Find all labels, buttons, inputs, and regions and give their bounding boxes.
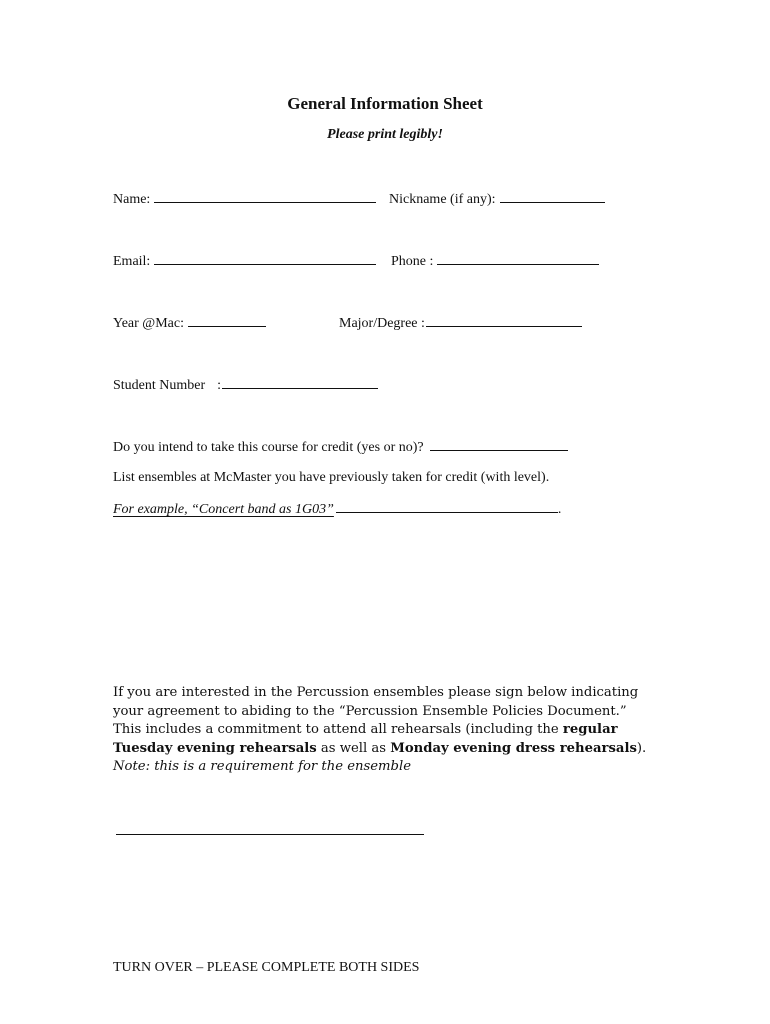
- name-row: [113, 190, 376, 209]
- name-label: Name:: [113, 192, 151, 207]
- student-number-row: [113, 376, 378, 395]
- nickname-label: Nickname (if any):: [389, 192, 496, 207]
- email-field[interactable]: [154, 252, 376, 265]
- footer-text: TURN OVER – PLEASE COMPLETE BOTH SIDES: [113, 960, 420, 975]
- example-period: .: [557, 502, 562, 517]
- signature-line[interactable]: [116, 834, 424, 835]
- phone-row: [391, 252, 599, 271]
- example-row: [113, 500, 561, 519]
- page-title: General Information Sheet: [287, 94, 483, 113]
- major-row: [339, 314, 582, 333]
- percussion-bold-1: regular Tuesday evening rehearsals: [113, 722, 618, 756]
- year-row: [113, 314, 266, 333]
- percussion-bold-2: Monday evening dress rehearsals: [390, 740, 637, 756]
- year-label: Year @Mac:: [113, 316, 184, 331]
- year-field[interactable]: [188, 314, 266, 327]
- page-subtitle: Please print legibly!: [327, 127, 443, 142]
- student-number-colon: :: [217, 378, 222, 393]
- nickname-field[interactable]: [500, 190, 605, 203]
- percussion-text-3: ).: [636, 740, 647, 756]
- email-row: [113, 252, 376, 271]
- phone-field[interactable]: [437, 252, 599, 265]
- percussion-text-1: If you are interested in the Percussion ensembles please sign below indicating your agreement to abiding to the “Percussion Ensemble Policies Document.” This includes a commitment to attend all rehearsals (including the: [113, 685, 639, 738]
- percussion-paragraph: [113, 684, 658, 777]
- credit-question: Do you intend to take this course for credit (yes or no)?: [113, 440, 424, 455]
- phone-label: Phone :: [391, 254, 434, 269]
- credit-row: [113, 438, 568, 457]
- name-field[interactable]: [154, 190, 376, 203]
- credit-field[interactable]: [430, 438, 568, 451]
- student-number-field[interactable]: [222, 376, 378, 389]
- percussion-note: Note: this is a requirement for the ensemble: [113, 759, 412, 775]
- nickname-row: [389, 190, 605, 209]
- email-label: Email:: [113, 254, 151, 269]
- major-field[interactable]: [426, 314, 582, 327]
- example-text: For example, “Concert band as 1G03”: [113, 502, 334, 517]
- ensembles-field[interactable]: [336, 500, 558, 513]
- student-number-label: Student Number: [113, 378, 206, 393]
- major-label: Major/Degree :: [339, 316, 425, 331]
- percussion-text-2: as well as: [316, 740, 391, 756]
- ensembles-prompt: List ensembles at McMaster you have previously taken for credit (with level).: [113, 470, 550, 485]
